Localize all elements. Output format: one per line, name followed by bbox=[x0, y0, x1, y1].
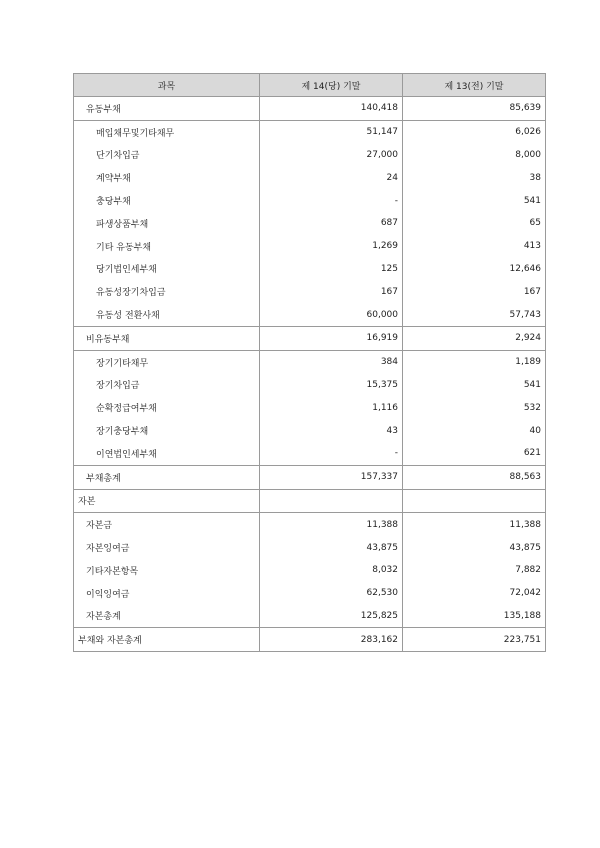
prior-value: 413 bbox=[403, 235, 546, 258]
prior-value: 6,026 bbox=[403, 120, 546, 143]
current-value: 62,530 bbox=[260, 582, 403, 605]
row-label: 매입채무및기타채무 bbox=[74, 120, 260, 143]
row-label: 당기법인세부채 bbox=[74, 258, 260, 281]
table-header-row bbox=[74, 74, 546, 97]
row-label: 장기차입금 bbox=[74, 374, 260, 397]
current-value: 125,825 bbox=[260, 605, 403, 628]
table-row bbox=[74, 166, 546, 189]
current-value: - bbox=[260, 442, 403, 465]
row-label: 유동성 전환사채 bbox=[74, 303, 260, 326]
prior-value: 85,639 bbox=[403, 97, 546, 121]
table-row bbox=[74, 189, 546, 212]
table-row bbox=[74, 489, 546, 513]
current-value: 125 bbox=[260, 258, 403, 281]
table-row bbox=[74, 120, 546, 143]
prior-value: 57,743 bbox=[403, 303, 546, 326]
row-label: 기타자본항목 bbox=[74, 559, 260, 582]
current-value bbox=[260, 489, 403, 513]
row-label: 단기차입금 bbox=[74, 144, 260, 167]
current-value: 16,919 bbox=[260, 326, 403, 350]
row-label: 부채와 자본총계 bbox=[74, 628, 260, 652]
row-label: 파생상품부채 bbox=[74, 212, 260, 235]
prior-value: 11,388 bbox=[403, 513, 546, 536]
table-row bbox=[74, 303, 546, 326]
prior-value: 40 bbox=[403, 419, 546, 442]
table-row bbox=[74, 350, 546, 373]
prior-value bbox=[403, 489, 546, 513]
prior-value: 167 bbox=[403, 280, 546, 303]
current-value: 8,032 bbox=[260, 559, 403, 582]
row-label: 계약부채 bbox=[74, 166, 260, 189]
current-value: 27,000 bbox=[260, 144, 403, 167]
prior-value: 88,563 bbox=[403, 465, 546, 489]
table-row bbox=[74, 536, 546, 559]
current-value: 1,269 bbox=[260, 235, 403, 258]
prior-value: 7,882 bbox=[403, 559, 546, 582]
prior-value: 12,646 bbox=[403, 258, 546, 281]
table-row bbox=[74, 396, 546, 419]
current-value: 43 bbox=[260, 419, 403, 442]
table-row bbox=[74, 419, 546, 442]
current-value: 60,000 bbox=[260, 303, 403, 326]
current-value: 384 bbox=[260, 350, 403, 373]
row-label: 자본 bbox=[74, 489, 260, 513]
prior-value: 38 bbox=[403, 166, 546, 189]
prior-value: 2,924 bbox=[403, 326, 546, 350]
row-label: 장기기타채무 bbox=[74, 350, 260, 373]
prior-value: 1,189 bbox=[403, 350, 546, 373]
table-row bbox=[74, 280, 546, 303]
table-row bbox=[74, 582, 546, 605]
current-value: 157,337 bbox=[260, 465, 403, 489]
row-label: 이익잉여금 bbox=[74, 582, 260, 605]
current-value: 51,147 bbox=[260, 120, 403, 143]
row-label: 충당부채 bbox=[74, 189, 260, 212]
row-label: 이연법인세부채 bbox=[74, 442, 260, 465]
table-row bbox=[74, 212, 546, 235]
current-value: 15,375 bbox=[260, 374, 403, 397]
row-label: 기타 유동부채 bbox=[74, 235, 260, 258]
table-row bbox=[74, 605, 546, 628]
header-current-period: 제 14(당) 기말 bbox=[260, 74, 403, 97]
current-value: 11,388 bbox=[260, 513, 403, 536]
current-value: 24 bbox=[260, 166, 403, 189]
header-account: 과목 bbox=[74, 74, 260, 97]
row-label: 유동성장기차입금 bbox=[74, 280, 260, 303]
current-value: 167 bbox=[260, 280, 403, 303]
prior-value: 541 bbox=[403, 189, 546, 212]
prior-value: 532 bbox=[403, 396, 546, 419]
row-label: 유동부채 bbox=[74, 97, 260, 121]
current-value: 1,116 bbox=[260, 396, 403, 419]
current-value: 140,418 bbox=[260, 97, 403, 121]
row-label: 자본금 bbox=[74, 513, 260, 536]
current-value: 283,162 bbox=[260, 628, 403, 652]
table-row bbox=[74, 374, 546, 397]
prior-value: 43,875 bbox=[403, 536, 546, 559]
prior-value: 135,188 bbox=[403, 605, 546, 628]
table-row bbox=[74, 258, 546, 281]
current-value: - bbox=[260, 189, 403, 212]
prior-value: 621 bbox=[403, 442, 546, 465]
table-row bbox=[74, 235, 546, 258]
prior-value: 65 bbox=[403, 212, 546, 235]
current-value: 687 bbox=[260, 212, 403, 235]
table-row bbox=[74, 97, 546, 121]
row-label: 장기충당부채 bbox=[74, 419, 260, 442]
row-label: 부채총계 bbox=[74, 465, 260, 489]
table-row bbox=[74, 442, 546, 465]
table-row bbox=[74, 465, 546, 489]
balance-sheet-table bbox=[73, 73, 546, 652]
current-value: 43,875 bbox=[260, 536, 403, 559]
prior-value: 223,751 bbox=[403, 628, 546, 652]
table-row bbox=[74, 326, 546, 350]
table-row bbox=[74, 513, 546, 536]
table-row bbox=[74, 144, 546, 167]
header-prior-period: 제 13(전) 기말 bbox=[403, 74, 546, 97]
table-row bbox=[74, 559, 546, 582]
prior-value: 541 bbox=[403, 374, 546, 397]
row-label: 순확정급여부채 bbox=[74, 396, 260, 419]
row-label: 비유동부채 bbox=[74, 326, 260, 350]
prior-value: 8,000 bbox=[403, 144, 546, 167]
prior-value: 72,042 bbox=[403, 582, 546, 605]
row-label: 자본총계 bbox=[74, 605, 260, 628]
table-row bbox=[74, 628, 546, 652]
row-label: 자본잉여금 bbox=[74, 536, 260, 559]
